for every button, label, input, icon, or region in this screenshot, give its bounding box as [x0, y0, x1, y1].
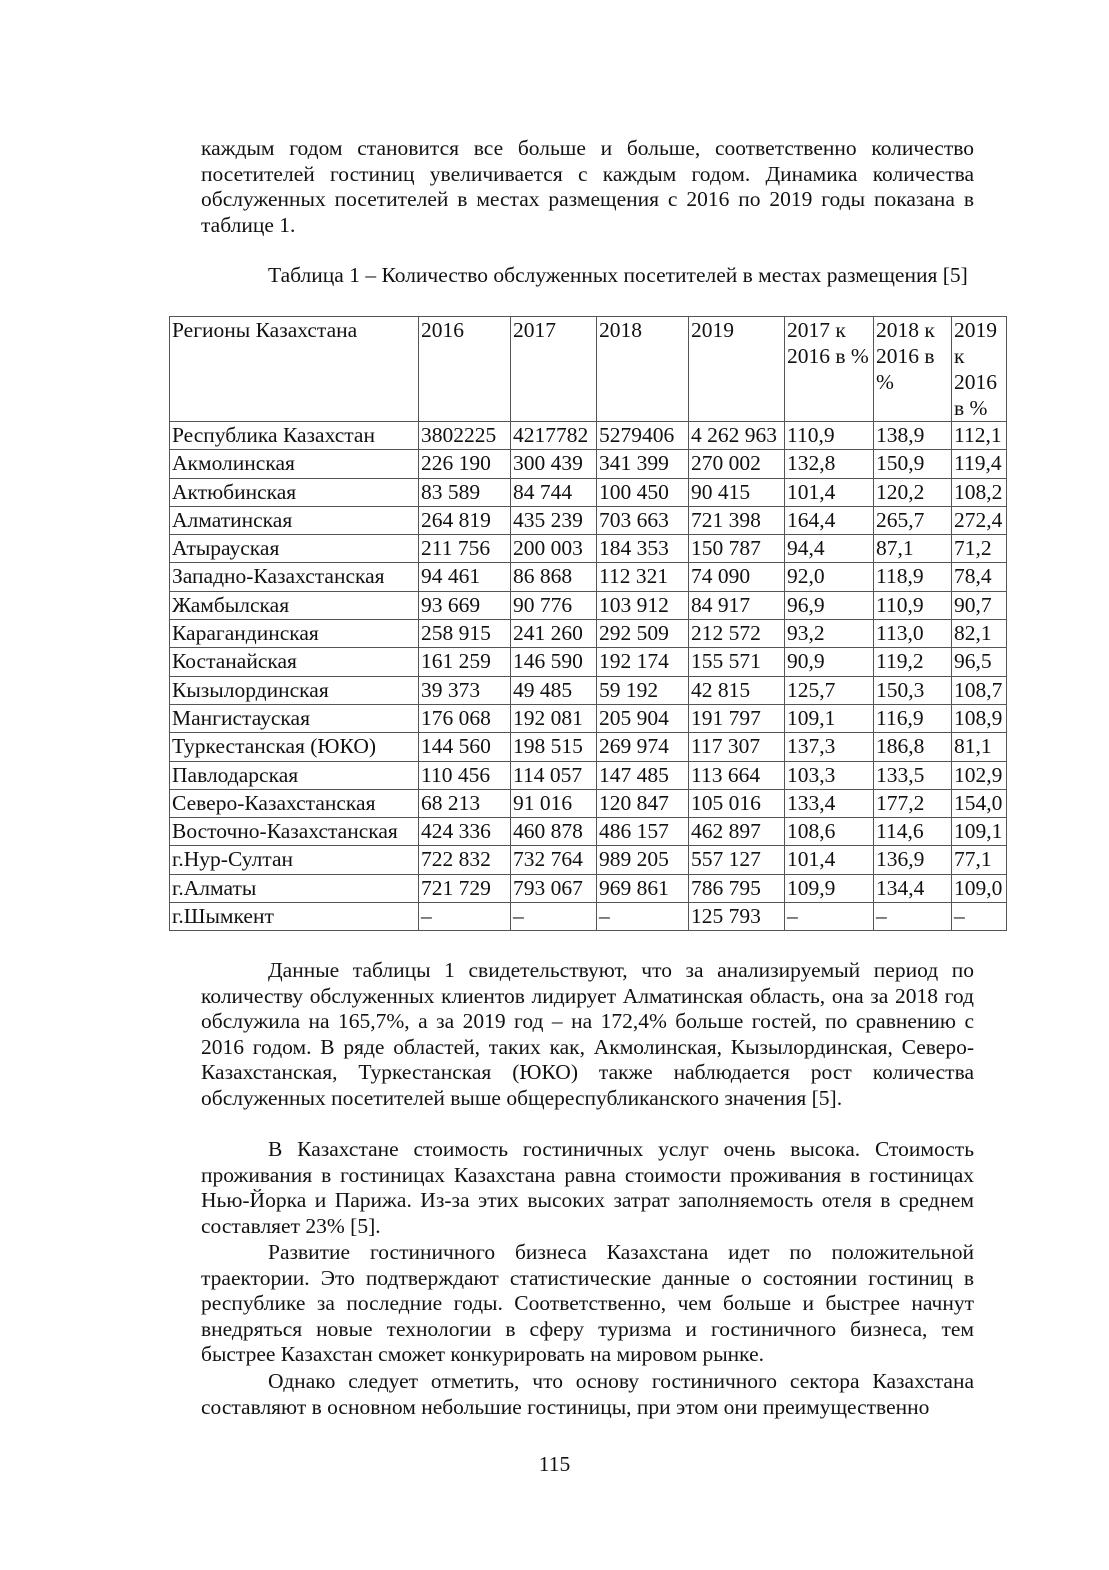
table-cell: 112,1 — [952, 422, 1007, 450]
table-cell: 102,9 — [952, 761, 1007, 789]
cost-paragraph: В Казахстане стоимость гостиничных услуг очень высока. Стоимость проживания в гостиницах Казахстана равна стоимости проживания в гостиницах Нью-Йорка и Парижа. Из-за этих высоких затрат заполняемость отеля в среднем составляет 23% [5]. — [201, 1137, 974, 1238]
table-cell: 721 729 — [419, 874, 511, 902]
table-cell: 119,2 — [874, 648, 952, 676]
table-header-cell: 2016 — [419, 317, 511, 422]
table-cell: 226 190 — [419, 450, 511, 478]
table-cell: 117 307 — [689, 733, 785, 761]
table-row — [170, 818, 1007, 846]
table-cell: 119,4 — [952, 450, 1007, 478]
table-cell: 272,4 — [952, 506, 1007, 534]
table-cell: 270 002 — [689, 450, 785, 478]
table-cell: 150 787 — [689, 535, 785, 563]
table-cell: 90 415 — [689, 478, 785, 506]
table-cell: 486 157 — [597, 818, 689, 846]
region-name-cell: Западно-Казахстанская — [170, 563, 419, 591]
table-row — [170, 676, 1007, 704]
table-cell: 82,1 — [952, 620, 1007, 648]
table-row — [170, 733, 1007, 761]
table-cell: 93 669 — [419, 591, 511, 619]
table-header-cell: 2017 — [511, 317, 597, 422]
table-cell: 205 904 — [597, 704, 689, 732]
table-cell: 94 461 — [419, 563, 511, 591]
table-row — [170, 874, 1007, 902]
table-cell: 4217782 — [511, 422, 597, 450]
region-name-cell: Восточно-Казахстанская — [170, 818, 419, 846]
table-cell: 120 847 — [597, 789, 689, 817]
table-cell: – — [785, 903, 874, 931]
table-row — [170, 761, 1007, 789]
table-cell: 786 795 — [689, 874, 785, 902]
table-cell: 109,1 — [952, 818, 1007, 846]
table-cell: 84 917 — [689, 591, 785, 619]
table-cell: 154,0 — [952, 789, 1007, 817]
region-name-cell: Туркестанская (ЮКО) — [170, 733, 419, 761]
table-cell: 132,8 — [785, 450, 874, 478]
table-cell: 90 776 — [511, 591, 597, 619]
table-cell: 90,9 — [785, 648, 874, 676]
table-cell: 108,7 — [952, 676, 1007, 704]
table-row — [170, 846, 1007, 874]
table-cell: 109,0 — [952, 874, 1007, 902]
region-name-cell: Северо-Казахстанская — [170, 789, 419, 817]
table-cell: 460 878 — [511, 818, 597, 846]
table-cell: 112 321 — [597, 563, 689, 591]
table-cell: – — [419, 903, 511, 931]
region-name-cell: Республика Казахстан — [170, 422, 419, 450]
table-cell: 147 485 — [597, 761, 689, 789]
table-cell: 71,2 — [952, 535, 1007, 563]
table-cell: 292 509 — [597, 620, 689, 648]
table-row — [170, 704, 1007, 732]
table-cell: 557 127 — [689, 846, 785, 874]
table-cell: 91 016 — [511, 789, 597, 817]
region-name-cell: Алматинская — [170, 506, 419, 534]
table-cell: 192 081 — [511, 704, 597, 732]
table-cell: 59 192 — [597, 676, 689, 704]
table-cell: 722 832 — [419, 846, 511, 874]
table-cell: 176 068 — [419, 704, 511, 732]
table-cell: 125 793 — [689, 903, 785, 931]
region-name-cell: Костанайская — [170, 648, 419, 676]
table-cell: 113,0 — [874, 620, 952, 648]
table-cell: 92,0 — [785, 563, 874, 591]
table-row — [170, 535, 1007, 563]
table-cell: 177,2 — [874, 789, 952, 817]
table-cell: 200 003 — [511, 535, 597, 563]
visitors-table — [169, 316, 1007, 931]
table-cell: 435 239 — [511, 506, 597, 534]
table-cell: 84 744 — [511, 478, 597, 506]
table-cell: 133,5 — [874, 761, 952, 789]
table-cell: 462 897 — [689, 818, 785, 846]
analysis-paragraph: Данные таблицы 1 свидетельствуют, что за анализируемый период по количеству обслуженных клиентов лидирует Алматинская область, она за 2018 год обслужила на 165,7%, а за 2019 год – на 172,4% больше гостей, по сравнению с 2016 годом. В ряде областей, таких как, Акмолинская, Кызылординская, Северо-Казахстанская, Туркестанская (ЮКО) также наблюдается рост количества обслуженных посетителей выше общереспубликанского значения [5]. — [201, 958, 974, 1110]
table-row — [170, 648, 1007, 676]
table-cell: 3802225 — [419, 422, 511, 450]
table-cell: 90,7 — [952, 591, 1007, 619]
table-cell: 186,8 — [874, 733, 952, 761]
table-cell: 191 797 — [689, 704, 785, 732]
table-cell: 5279406 — [597, 422, 689, 450]
table-cell: 192 174 — [597, 648, 689, 676]
region-name-cell: Актюбинская — [170, 478, 419, 506]
table-cell: – — [952, 903, 1007, 931]
region-name-cell: Кызылординская — [170, 676, 419, 704]
table-cell: 133,4 — [785, 789, 874, 817]
table-cell: 969 861 — [597, 874, 689, 902]
table-cell: 198 515 — [511, 733, 597, 761]
region-name-cell: Жамбылская — [170, 591, 419, 619]
table-cell: 77,1 — [952, 846, 1007, 874]
region-name-cell: Мангистауская — [170, 704, 419, 732]
table-cell: 118,9 — [874, 563, 952, 591]
table-row — [170, 422, 1007, 450]
table-header-cell: 2017 к 2016 в % — [785, 317, 874, 422]
table-cell: 68 213 — [419, 789, 511, 817]
table-cell: 101,4 — [785, 846, 874, 874]
table-cell: 269 974 — [597, 733, 689, 761]
table-cell: 101,4 — [785, 478, 874, 506]
table-cell: 103 912 — [597, 591, 689, 619]
table-cell: 264 819 — [419, 506, 511, 534]
table-cell: 96,5 — [952, 648, 1007, 676]
table-cell: 39 373 — [419, 676, 511, 704]
table-cell: 110,9 — [874, 591, 952, 619]
table-cell: 120,2 — [874, 478, 952, 506]
table-row — [170, 620, 1007, 648]
table-cell: 793 067 — [511, 874, 597, 902]
table-row — [170, 789, 1007, 817]
table-cell: 138,9 — [874, 422, 952, 450]
table-cell: 87,1 — [874, 535, 952, 563]
table-cell: 241 260 — [511, 620, 597, 648]
table-cell: – — [597, 903, 689, 931]
table-cell: 74 090 — [689, 563, 785, 591]
table-cell: 136,9 — [874, 846, 952, 874]
table-cell: 155 571 — [689, 648, 785, 676]
region-name-cell: г.Алматы — [170, 874, 419, 902]
table-cell: 424 336 — [419, 818, 511, 846]
table-cell: 114 057 — [511, 761, 597, 789]
table-cell: 150,9 — [874, 450, 952, 478]
table-row — [170, 563, 1007, 591]
table-cell: 989 205 — [597, 846, 689, 874]
table-cell: 108,9 — [952, 704, 1007, 732]
table-header-cell: 2018 к 2016 в % — [874, 317, 952, 422]
table-cell: 114,6 — [874, 818, 952, 846]
table-cell: – — [511, 903, 597, 931]
table-cell: 109,1 — [785, 704, 874, 732]
table-cell: 164,4 — [785, 506, 874, 534]
table-cell: 703 663 — [597, 506, 689, 534]
table-cell: 137,3 — [785, 733, 874, 761]
region-name-cell: г.Нур-Султан — [170, 846, 419, 874]
table-cell: – — [874, 903, 952, 931]
table-cell: 184 353 — [597, 535, 689, 563]
table-cell: 93,2 — [785, 620, 874, 648]
table-header-cell: 2018 — [597, 317, 689, 422]
table-cell: 86 868 — [511, 563, 597, 591]
table-cell: 100 450 — [597, 478, 689, 506]
table-caption: Таблица 1 – Количество обслуженных посетителей в местах размещения [5] — [268, 263, 968, 287]
table-cell: 109,9 — [785, 874, 874, 902]
table-cell: 110 456 — [419, 761, 511, 789]
table-cell: 125,7 — [785, 676, 874, 704]
table-cell: 211 756 — [419, 535, 511, 563]
table-cell: 258 915 — [419, 620, 511, 648]
table-cell: 49 485 — [511, 676, 597, 704]
region-name-cell: Карагандинская — [170, 620, 419, 648]
table-cell: 265,7 — [874, 506, 952, 534]
region-name-cell: Акмолинская — [170, 450, 419, 478]
table-cell: 341 399 — [597, 450, 689, 478]
table-header-cell: Регионы Казахстана — [170, 317, 419, 422]
region-name-cell: г.Шымкент — [170, 903, 419, 931]
table-cell: 105 016 — [689, 789, 785, 817]
table-cell: 300 439 — [511, 450, 597, 478]
table-cell: 146 590 — [511, 648, 597, 676]
table-row — [170, 506, 1007, 534]
table-cell: 721 398 — [689, 506, 785, 534]
table-cell: 110,9 — [785, 422, 874, 450]
table-cell: 732 764 — [511, 846, 597, 874]
development-paragraph: Развитие гостиничного бизнеса Казахстана идет по положительной траектории. Это подтверждают статистические данные о состоянии гостиниц в республике за последние годы. Соответственно, чем больше и быстрее начнут внедряться новые технологии в сферу туризма и гостиничного бизнеса, тем быстрее Казахстан сможет конкурировать на мировом рынке. — [201, 1240, 974, 1367]
intro-paragraph: каждым годом становится все больше и больше, соответственно количество посетителей гостиниц увеличивается с каждым годом. Динамика количества обслуженных посетителей в местах размещения с 2016 по 2019 годы показана в таблице 1. — [201, 136, 974, 237]
table-cell: 78,4 — [952, 563, 1007, 591]
table-cell: 42 815 — [689, 676, 785, 704]
table-cell: 103,3 — [785, 761, 874, 789]
table-cell: 212 572 — [689, 620, 785, 648]
table-row — [170, 591, 1007, 619]
table-cell: 108,6 — [785, 818, 874, 846]
page-number: 115 — [538, 1452, 571, 1476]
region-name-cell: Атырауская — [170, 535, 419, 563]
table-cell: 150,3 — [874, 676, 952, 704]
table-cell: 94,4 — [785, 535, 874, 563]
table-cell: 161 259 — [419, 648, 511, 676]
table-cell: 83 589 — [419, 478, 511, 506]
table-cell: 116,9 — [874, 704, 952, 732]
table-header-cell: 2019 к 2016 в % — [952, 317, 1007, 422]
table-cell: 4 262 963 — [689, 422, 785, 450]
table-cell: 113 664 — [689, 761, 785, 789]
table-cell: 134,4 — [874, 874, 952, 902]
table-header-cell: 2019 — [689, 317, 785, 422]
region-name-cell: Павлодарская — [170, 761, 419, 789]
table-cell: 108,2 — [952, 478, 1007, 506]
table-cell: 81,1 — [952, 733, 1007, 761]
table-header-row — [170, 317, 1007, 422]
table-row — [170, 903, 1007, 931]
table-row — [170, 450, 1007, 478]
table-row — [170, 478, 1007, 506]
hotel-sector-paragraph: Однако следует отметить, что основу гостиничного сектора Казахстана составляют в основном небольшие гостиницы, при этом они преимущественно — [201, 1369, 974, 1419]
table-cell: 96,9 — [785, 591, 874, 619]
table-cell: 144 560 — [419, 733, 511, 761]
